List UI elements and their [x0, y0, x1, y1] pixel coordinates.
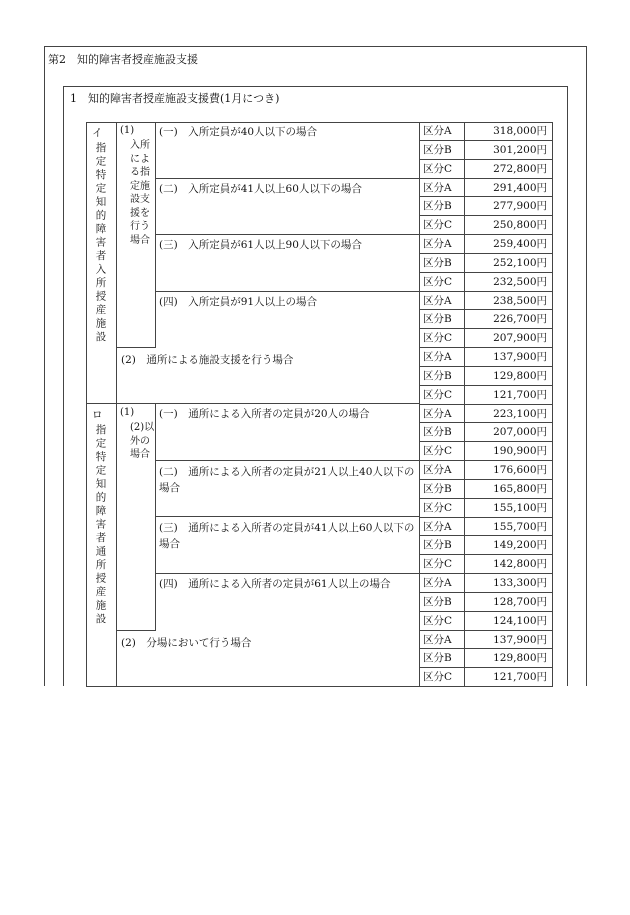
group-ro-sub2-text: (2) 分場において行う場合: [121, 637, 252, 649]
grade-cell: 区分A: [420, 518, 465, 536]
amount-cell: 165,800円: [465, 480, 553, 499]
inner-frame-right: [567, 86, 568, 686]
amount-cell: 232,500円: [465, 273, 553, 292]
subsection-title: 1 知的障害者授産施設支援費(1月につき): [70, 92, 280, 105]
grade-cell: 区分C: [420, 668, 465, 687]
group-i-sub2-text-cell: [117, 348, 420, 404]
group-i-cond-4: [156, 292, 420, 348]
grade-cell: 区分C: [420, 386, 465, 405]
grade-cell: 区分B: [420, 536, 465, 555]
amount-cell: 137,900円: [465, 631, 553, 649]
grade-cell: 区分C: [420, 612, 465, 631]
group-i-cond-3: [156, 235, 420, 292]
amount-cell: 133,300円: [465, 574, 553, 593]
group-ro-sub1-col: [117, 404, 156, 631]
amount-cell: 277,900円: [465, 197, 553, 216]
grade-cell: 区分C: [420, 555, 465, 574]
amount-cell: 129,800円: [465, 367, 553, 386]
grade-cell: 区分A: [420, 122, 465, 141]
group-ro-label-col: [86, 404, 117, 687]
condition-text: (二) 入所定員が41人以上60人以下の場合: [159, 183, 362, 195]
group-ro-sub2-text-cell: [117, 631, 420, 687]
group-i-cond-1: [156, 122, 420, 179]
grade-cell: 区分C: [420, 329, 465, 348]
amount-cell: 176,600円: [465, 461, 553, 480]
group-i-sub1-col: [117, 122, 156, 348]
group-ro-cond-1: [156, 404, 420, 461]
amount-cell: 226,700円: [465, 310, 553, 329]
group-i-sub2-text: (2) 通所による施設支援を行う場合: [121, 354, 294, 366]
condition-text: (四) 入所定員が91人以上の場合: [159, 296, 318, 308]
grade-cell: 区分B: [420, 367, 465, 386]
amount-cell: 259,400円: [465, 235, 553, 254]
amount-cell: 121,700円: [465, 668, 553, 687]
amount-cell: 318,000円: [465, 122, 553, 141]
amount-cell: 121,700円: [465, 386, 553, 405]
group-ro-label: ロ: [92, 409, 103, 421]
grade-cell: 区分B: [420, 423, 465, 442]
inner-frame-top: [63, 86, 568, 87]
condition-text: (三) 入所定員が61人以上90人以下の場合: [159, 239, 362, 251]
grade-cell: 区分A: [420, 631, 465, 649]
amount-cell: 291,400円: [465, 179, 553, 197]
condition-text: (四) 通所による入所者の定員が61人以上の場合: [159, 578, 391, 590]
group-i-cond-2: [156, 179, 420, 235]
grade-cell: 区分C: [420, 216, 465, 235]
amount-cell: 149,200円: [465, 536, 553, 555]
group-ro-sub1-num: (1): [120, 407, 135, 418]
amount-cell: 155,100円: [465, 499, 553, 518]
group-ro-cond-2: [156, 461, 420, 517]
grade-cell: 区分A: [420, 179, 465, 197]
amount-cell: 252,100円: [465, 254, 553, 273]
condition-text: (一) 通所による入所者の定員が20人の場合: [159, 408, 370, 420]
page-frame-right: [586, 46, 587, 686]
group-i-label: イ: [92, 127, 103, 139]
grade-cell: 区分B: [420, 254, 465, 273]
inner-frame-left: [63, 86, 64, 686]
section-title: 第2 知的障害者授産施設支援: [48, 53, 198, 66]
group-i-sub1-text: 入所による指定施設支援を行う場合: [130, 140, 150, 246]
grade-cell: 区分C: [420, 442, 465, 461]
amount-cell: 223,100円: [465, 405, 553, 423]
amount-cell: 250,800円: [465, 216, 553, 235]
amount-cell: 137,900円: [465, 348, 553, 367]
grade-cell: 区分B: [420, 649, 465, 668]
grade-cell: 区分B: [420, 593, 465, 612]
amount-cell: 128,700円: [465, 593, 553, 612]
grade-cell: 区分A: [420, 461, 465, 480]
grade-cell: 区分B: [420, 141, 465, 160]
amount-cell: 142,800円: [465, 555, 553, 574]
amount-cell: 129,800円: [465, 649, 553, 668]
condition-text: (三) 通所による入所者の定員が41人以上60人以下の場合: [159, 522, 415, 550]
group-i-sub1-num: (1): [120, 125, 135, 136]
group-ro-sub1-text: (2)以外の場合: [130, 422, 155, 460]
grade-cell: 区分B: [420, 197, 465, 216]
group-i-name: 指定特定知的障害者入所授産施設: [94, 142, 107, 345]
grade-cell: 区分A: [420, 348, 465, 367]
condition-text: (一) 入所定員が40人以下の場合: [159, 126, 318, 138]
amount-cell: 301,200円: [465, 141, 553, 160]
grade-cell: 区分C: [420, 499, 465, 518]
condition-text: (二) 通所による入所者の定員が21人以上40人以下の場合: [159, 466, 415, 494]
grade-cell: 区分C: [420, 273, 465, 292]
page-frame-left: [44, 46, 45, 686]
amount-cell: 207,000円: [465, 423, 553, 442]
group-ro-cond-3: [156, 517, 420, 574]
amount-cell: 190,900円: [465, 442, 553, 461]
grade-cell: 区分A: [420, 574, 465, 593]
page-frame-top: [44, 46, 587, 47]
grade-cell: 区分A: [420, 405, 465, 423]
grade-cell: 区分A: [420, 292, 465, 310]
grade-cell: 区分B: [420, 480, 465, 499]
amount-cell: 207,900円: [465, 329, 553, 348]
amount-cell: 272,800円: [465, 160, 553, 179]
grade-cell: 区分A: [420, 235, 465, 254]
group-i-label-col: [86, 122, 117, 404]
amount-cell: 238,500円: [465, 292, 553, 310]
grade-cell: 区分B: [420, 310, 465, 329]
group-ro-name: 指定特定知的障害者通所授産施設: [94, 424, 107, 627]
grade-cell: 区分C: [420, 160, 465, 179]
amount-cell: 124,100円: [465, 612, 553, 631]
amount-cell: 155,700円: [465, 518, 553, 536]
group-ro-cond-4: [156, 574, 420, 631]
